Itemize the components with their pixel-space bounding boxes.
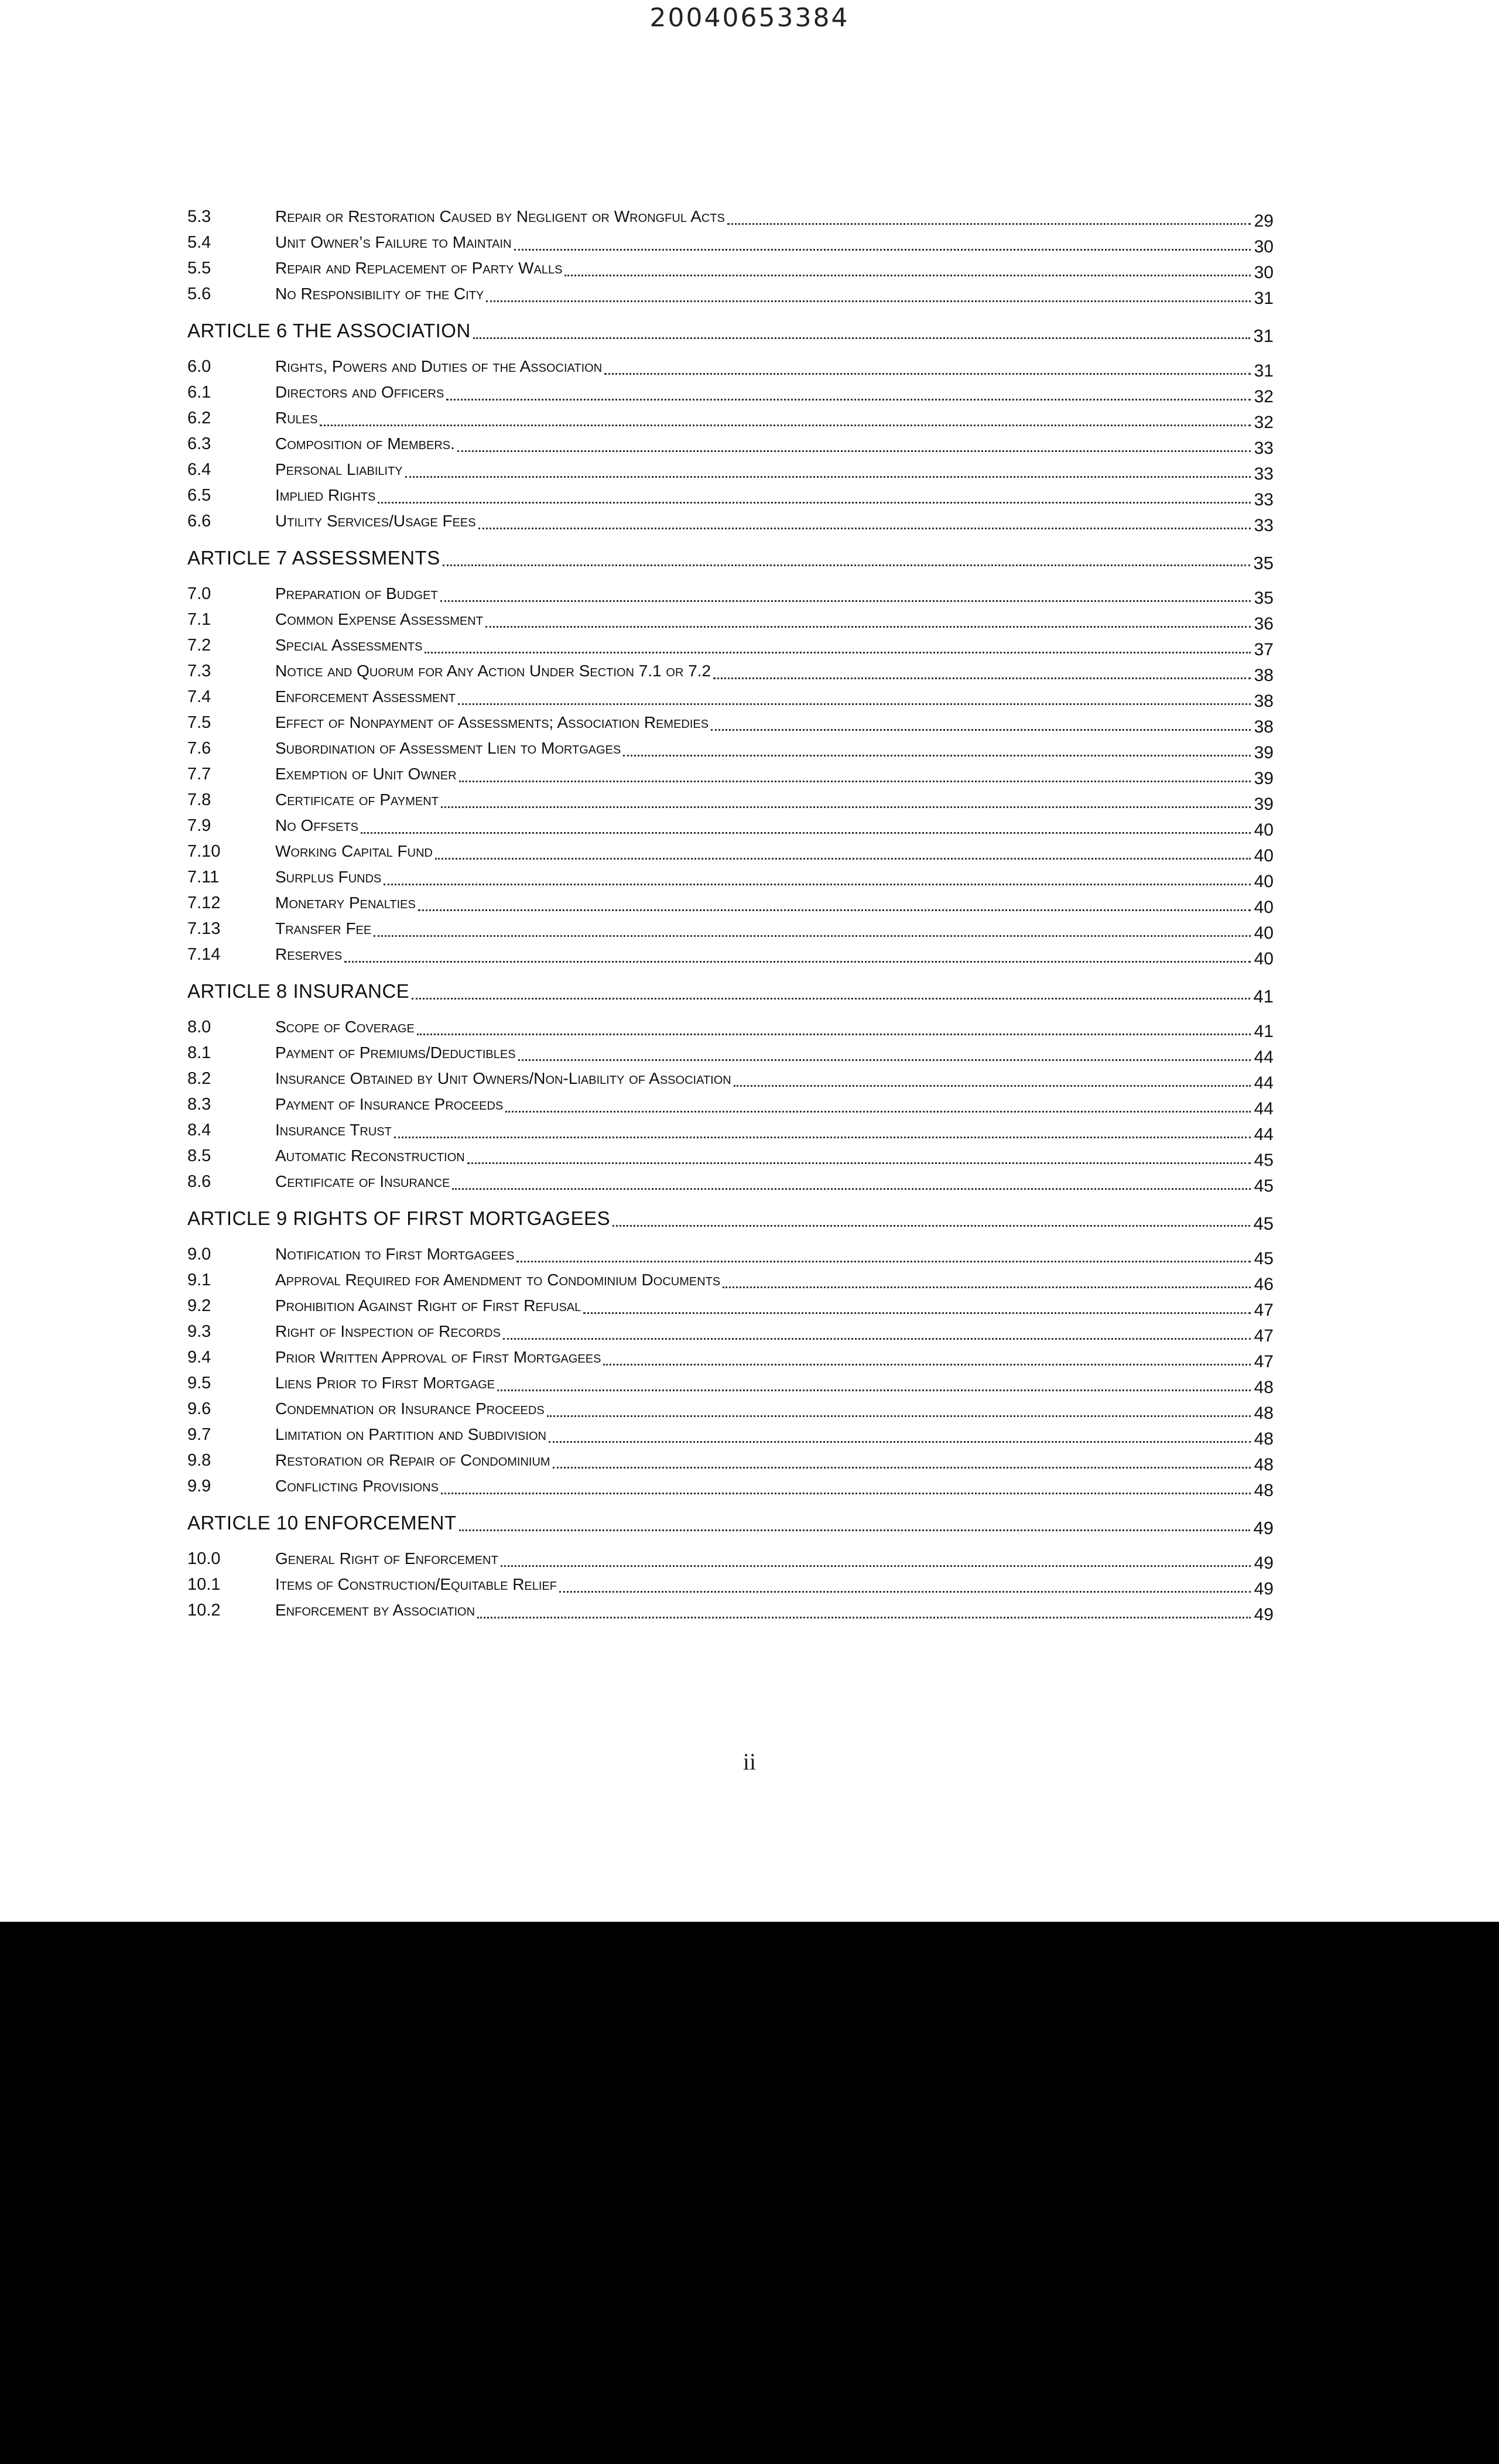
toc-dot-leader [503,1337,1251,1340]
toc-section-title: Certificate of Payment [275,790,439,809]
toc-page-number: 48 [1254,1455,1274,1474]
toc-section-number: 9.8 [187,1451,211,1470]
toc-page-number: 44 [1254,1048,1274,1067]
toc-section-title: Exemption of Unit Owner [275,765,457,783]
toc-section-title: Payment of Insurance Proceeds [275,1095,504,1113]
toc-entry [187,1293,1274,1319]
toc-entry [187,1014,1274,1040]
toc-entry [187,204,1274,230]
toc-dot-leader [604,372,1250,375]
toc-page-number: 29 [1254,211,1274,231]
toc-section-number: 10.1 [187,1575,221,1594]
toc-dot-leader [497,1389,1251,1391]
toc-page-number: 44 [1254,1099,1274,1118]
toc-dot-leader [459,1529,1250,1531]
toc-dot-leader [458,703,1251,705]
toc-dot-leader [473,337,1250,339]
toc-dot-leader [405,475,1251,478]
toc-section-title: Restoration or Repair of Condominium [275,1451,550,1469]
toc-section-title: No Offsets [275,816,359,834]
toc-dot-leader [486,300,1250,302]
toc-section-title: Special Assessments [275,636,423,654]
toc-page-number: 47 [1254,1326,1274,1346]
toc-section-number: 6.2 [187,409,211,427]
toc-section-number: 6.4 [187,460,211,479]
toc-entry [187,787,1274,813]
toc-entry [187,1066,1274,1091]
toc-section-title: Prohibition Against Right of First Refusal [275,1296,581,1315]
toc-article-heading [187,539,1274,577]
toc-section-title: Notice and Quorum for Any Action Under Section 7.1 or 7.2 [275,662,711,680]
toc-dot-leader [485,625,1251,628]
toc-dot-leader [344,960,1250,963]
toc-page-number: 33 [1254,516,1274,535]
toc-section-number: 10.0 [187,1549,221,1568]
toc-entry [187,1396,1274,1422]
toc-section-number: 5.5 [187,259,211,278]
toc-entry [187,1040,1274,1066]
toc-entry [187,230,1274,255]
toc-section-title: No Responsibility of the City [275,285,484,303]
toc-page-number: 48 [1254,1378,1274,1397]
toc-dot-leader [612,1224,1250,1227]
toc-dot-leader [516,1260,1250,1262]
toc-entry [187,710,1274,735]
toc-dot-leader [446,398,1250,401]
toc-section-number: 9.9 [187,1477,211,1495]
toc-dot-leader [713,677,1250,679]
toc-entry [187,581,1274,607]
toc-section-title: Surplus Funds [275,868,382,886]
toc-page-number: 32 [1254,413,1274,432]
toc-section-number: 7.9 [187,816,211,835]
toc-entry [187,482,1274,508]
toc-section-number: 7.2 [187,636,211,655]
toc-dot-leader [583,1312,1250,1314]
toc-entry [187,607,1274,632]
toc-page-number: 48 [1254,1481,1274,1500]
toc-section-title: Right of Inspection of Records [275,1322,501,1340]
toc-section-title: Certificate of Insurance [275,1172,450,1190]
toc-page-number: 40 [1254,949,1274,969]
toc-section-title: Repair or Restoration Caused by Negligent or Wrongful Acts [275,207,725,225]
toc-entry [187,1473,1274,1499]
toc-section-number: 5.3 [187,207,211,226]
toc-dot-leader [623,754,1250,757]
toc-dot-leader [425,651,1250,653]
toc-dot-leader [443,564,1250,566]
toc-page-number: 49 [1254,1605,1274,1624]
toc-section-title: Preparation of Budget [275,584,438,603]
toc-dot-leader [477,1616,1251,1618]
toc-page-number: 44 [1254,1125,1274,1144]
toc-entry [187,1447,1274,1473]
toc-entry [187,1169,1274,1195]
toc-section-number: 7.0 [187,584,211,603]
toc-section-number: 9.6 [187,1399,211,1418]
toc-entry [187,1267,1274,1293]
toc-dot-leader [417,1033,1251,1035]
toc-entry [187,942,1274,967]
toc-entry [187,813,1274,839]
toc-section-title: Common Expense Assessment [275,610,483,628]
toc-section-number: 9.7 [187,1425,211,1444]
table-of-contents [187,204,1274,1623]
toc-dot-leader [723,1286,1250,1288]
toc-section-title: Insurance Obtained by Unit Owners/Non-Liability of Association [275,1069,731,1087]
toc-section-title: Unit Owner’s Failure to Maintain [275,233,512,251]
toc-section-title: Directors and Officers [275,383,444,401]
toc-entry [187,735,1274,761]
toc-page-number: 46 [1254,1275,1274,1294]
toc-entry [187,864,1274,890]
toc-entry [187,632,1274,658]
toc-section-number: 10.2 [187,1601,221,1620]
toc-dot-leader [441,806,1251,808]
toc-dot-leader [459,780,1251,782]
toc-section-title: Liens Prior to First Mortgage [275,1374,495,1392]
toc-section-number: 7.8 [187,790,211,809]
toc-page-number: 31 [1254,361,1274,381]
toc-article-heading [187,1504,1274,1542]
toc-entry [187,1370,1274,1396]
toc-article-title: ARTICLE 6 THE ASSOCIATION [187,320,471,341]
toc-section-number: 8.4 [187,1121,211,1139]
toc-section-title: Rights, Powers and Duties of the Association [275,357,603,375]
toc-dot-leader [505,1110,1250,1113]
toc-dot-leader [418,909,1251,911]
toc-page-number: 39 [1254,769,1274,788]
toc-section-number: 7.6 [187,739,211,758]
toc-section-number: 7.12 [187,894,221,912]
toc-article-title: ARTICLE 10 ENFORCEMENT [187,1512,457,1534]
toc-dot-leader [394,1136,1251,1138]
toc-page-number: 40 [1254,872,1274,891]
toc-section-title: Scope of Coverage [275,1018,415,1036]
toc-entry [187,890,1274,916]
toc-section-number: 6.1 [187,383,211,402]
toc-section-number: 9.1 [187,1271,211,1289]
toc-page-number: 33 [1254,490,1274,509]
toc-section-number: 8.3 [187,1095,211,1114]
toc-section-title: Limitation on Partition and Subdivision [275,1425,546,1443]
toc-entry [187,839,1274,864]
toc-page-number: 41 [1253,986,1274,1007]
toc-section-number: 7.3 [187,662,211,680]
toc-section-number: 7.10 [187,842,221,861]
toc-entry [187,1572,1274,1597]
toc-section-number: 7.7 [187,765,211,783]
toc-section-title: Utility Services/Usage Fees [275,512,476,530]
toc-article-title: ARTICLE 7 ASSESSMENTS [187,547,440,569]
toc-entry [187,1091,1274,1117]
toc-section-title: Implied Rights [275,486,376,504]
toc-section-title: Payment of Premiums/Deductibles [275,1043,516,1062]
toc-section-number: 6.5 [187,486,211,505]
toc-page-number: 40 [1254,923,1274,943]
toc-section-title: Subordination of Assessment Lien to Mortgages [275,739,621,757]
toc-page-number: 45 [1254,1151,1274,1170]
toc-page-number: 37 [1254,640,1274,659]
toc-entry [187,658,1274,684]
toc-entry [187,761,1274,787]
toc-article-heading [187,1199,1274,1238]
toc-article-title: ARTICLE 8 INSURANCE [187,980,410,1002]
toc-dot-leader [549,1440,1251,1443]
toc-section-number: 9.4 [187,1348,211,1367]
toc-dot-leader [374,935,1250,937]
toc-page-number: 32 [1254,387,1274,406]
toc-section-title: Effect of Nonpayment of Assessments; Association Remedies [275,713,709,731]
toc-entry [187,354,1274,379]
toc-dot-leader [440,600,1251,602]
toc-dot-leader [378,501,1250,504]
toc-page-number: 45 [1254,1249,1274,1268]
page-number: ii [742,1748,757,1775]
toc-dot-leader [553,1466,1251,1469]
toc-section-number: 8.6 [187,1172,211,1191]
toc-entry [187,916,1274,942]
toc-dot-leader [412,997,1250,1000]
toc-section-number: 9.2 [187,1296,211,1315]
toc-section-number: 8.2 [187,1069,211,1088]
toc-page-number: 45 [1254,1176,1274,1196]
toc-section-number: 8.0 [187,1018,211,1036]
toc-section-number: 8.1 [187,1043,211,1062]
toc-section-title: Notification to First Mortgagees [275,1245,515,1263]
toc-section-title: Monetary Penalties [275,894,416,912]
toc-dot-leader [727,223,1251,225]
toc-entry [187,405,1274,431]
toc-section-title: Enforcement by Association [275,1601,475,1619]
toc-page-number: 33 [1254,439,1274,458]
toc-dot-leader [518,1059,1251,1061]
toc-dot-leader [547,1415,1251,1417]
toc-page-number: 33 [1254,464,1274,484]
toc-section-number: 6.0 [187,357,211,376]
toc-page-number: 40 [1254,898,1274,917]
toc-page-number: 49 [1254,1553,1274,1573]
toc-dot-leader [514,248,1251,251]
toc-section-title: Rules [275,409,318,427]
toc-entry [187,1319,1274,1344]
toc-page-number: 31 [1253,326,1274,346]
toc-dot-leader [711,728,1251,731]
toc-section-title: Condemnation or Insurance Proceeds [275,1399,545,1418]
toc-section-title: Insurance Trust [275,1121,392,1139]
toc-section-number: 7.11 [187,868,220,887]
toc-section-number: 6.3 [187,434,211,453]
toc-section-title: Transfer Fee [275,919,372,937]
toc-dot-leader [435,857,1251,860]
toc-section-number: 5.4 [187,233,211,252]
toc-section-number: 7.4 [187,687,211,706]
toc-dot-leader [501,1565,1251,1567]
toc-entry [187,1241,1274,1267]
toc-entry [187,431,1274,457]
toc-section-title: Reserves [275,945,343,963]
toc-section-number: 9.0 [187,1245,211,1264]
toc-dot-leader [361,831,1251,834]
toc-section-title: Repair and Replacement of Party Walls [275,259,563,277]
toc-entry [187,684,1274,710]
toc-page-number: 47 [1254,1301,1274,1320]
toc-page-number: 38 [1254,666,1274,685]
toc-page-number: 30 [1254,237,1274,256]
toc-entry [187,1546,1274,1572]
toc-section-title: Working Capital Fund [275,842,433,860]
toc-section-number: 6.6 [187,512,211,531]
toc-dot-leader [467,1162,1251,1164]
toc-page-number: 38 [1254,717,1274,737]
toc-page-number: 36 [1254,614,1274,634]
toc-section-title: Items of Construction/Equitable Relief [275,1575,557,1593]
toc-page-number: 47 [1254,1352,1274,1371]
toc-page-number: 48 [1254,1429,1274,1449]
toc-section-number: 7.14 [187,945,221,964]
toc-section-number: 7.5 [187,713,211,732]
toc-entry [187,1143,1274,1169]
toc-page-number: 41 [1254,1022,1274,1041]
toc-entry [187,508,1274,534]
toc-dot-leader [452,1187,1250,1190]
toc-section-title: Composition of Members. [275,434,455,453]
toc-page-number: 38 [1254,692,1274,711]
toc-section-title: General Right of Enforcement [275,1549,498,1568]
toc-dot-leader [478,527,1251,529]
toc-dot-leader [603,1363,1250,1366]
toc-entry [187,1422,1274,1447]
toc-dot-leader [559,1590,1251,1593]
toc-entry [187,1597,1274,1623]
toc-section-number: 8.5 [187,1147,211,1165]
toc-section-number: 5.6 [187,285,211,303]
toc-section-number: 9.3 [187,1322,211,1341]
toc-entry [187,379,1274,405]
toc-section-number: 7.1 [187,610,211,629]
toc-entry [187,457,1274,482]
toc-page-number: 40 [1254,820,1274,840]
toc-section-title: Prior Written Approval of First Mortgagees [275,1348,601,1366]
toc-dot-leader [564,274,1250,276]
toc-entry [187,1117,1274,1143]
toc-dot-leader [384,883,1250,885]
toc-section-title: Approval Required for Amendment to Condominium Documents [275,1271,721,1289]
toc-section-title: Enforcement Assessment [275,687,456,706]
toc-page-number: 45 [1253,1213,1274,1234]
toc-dot-leader [734,1084,1251,1087]
toc-dot-leader [441,1492,1251,1494]
toc-entry [187,255,1274,281]
toc-dot-leader [320,424,1250,426]
toc-page-number: 35 [1253,553,1274,573]
toc-page-number: 30 [1254,263,1274,282]
toc-page-number: 44 [1254,1073,1274,1093]
toc-entry [187,281,1274,307]
toc-page-number: 48 [1254,1404,1274,1423]
document-number: 20040653384 [649,3,850,33]
toc-article-heading [187,972,1274,1011]
toc-page-number: 31 [1254,289,1274,308]
toc-section-title: Personal Liability [275,460,403,478]
toc-page-number: 49 [1253,1518,1274,1538]
toc-section-number: 7.13 [187,919,221,938]
toc-dot-leader [457,450,1251,452]
toc-article-title: ARTICLE 9 RIGHTS OF FIRST MORTGAGEES [187,1207,611,1229]
toc-page-number: 35 [1254,588,1274,608]
toc-page-number: 39 [1254,795,1274,814]
toc-section-title: Automatic Reconstruction [275,1147,465,1165]
toc-article-heading [187,312,1274,350]
toc-section-title: Conflicting Provisions [275,1477,439,1495]
toc-section-number: 9.5 [187,1374,211,1392]
toc-page-number: 40 [1254,846,1274,865]
toc-entry [187,1344,1274,1370]
toc-page-number: 39 [1254,743,1274,762]
toc-page-number: 49 [1254,1579,1274,1599]
